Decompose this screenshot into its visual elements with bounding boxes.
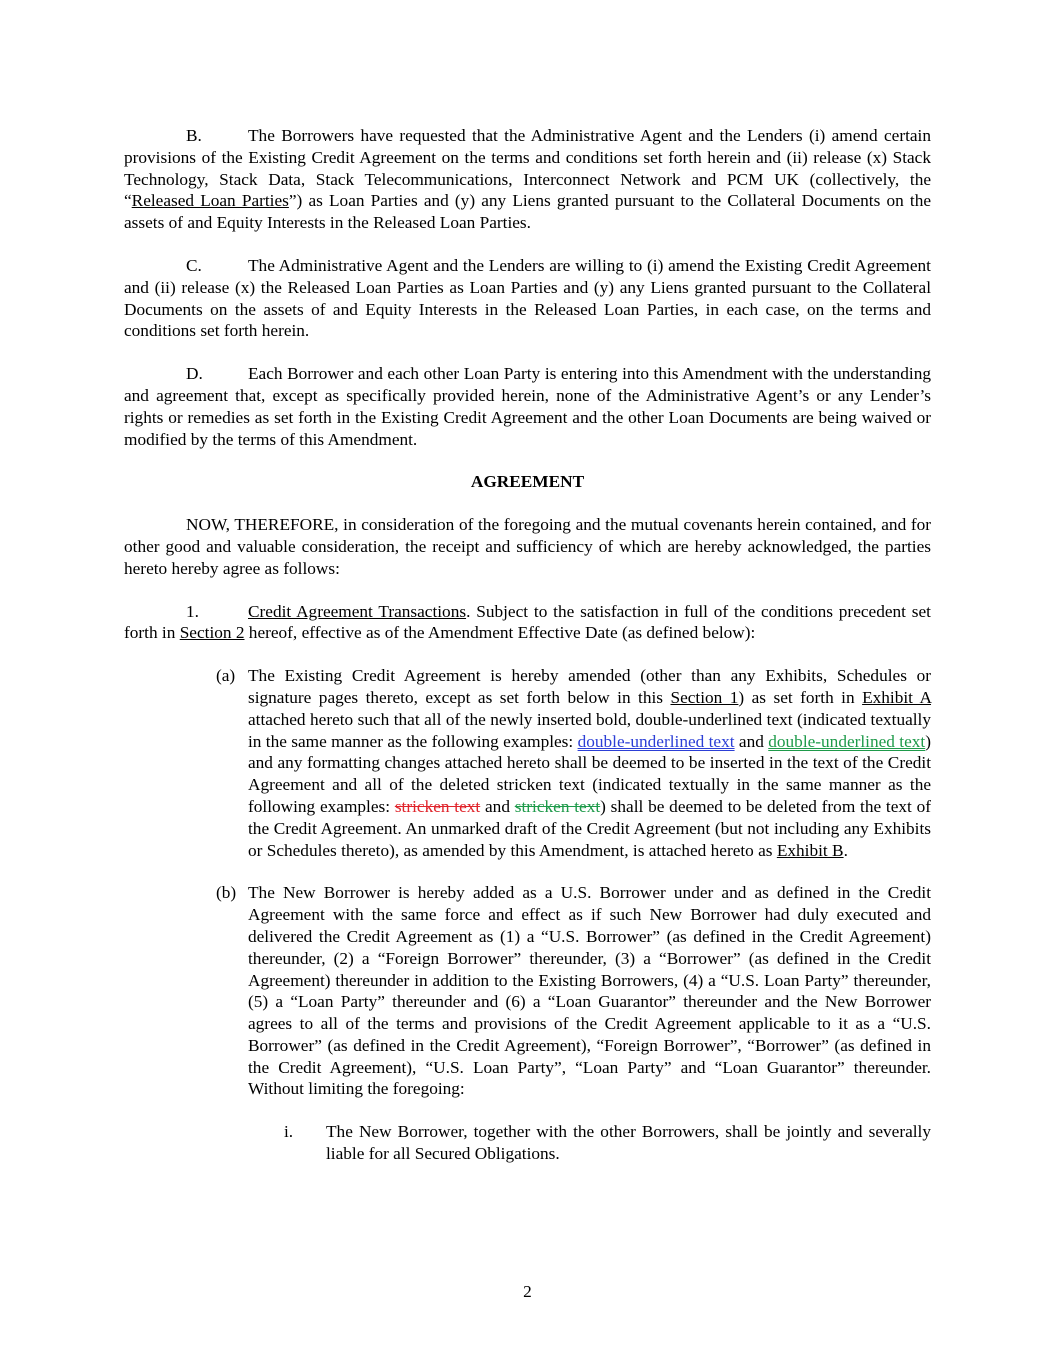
- item-a-text-2: ) as set forth in: [738, 687, 863, 707]
- recital-c-text: The Administrative Agent and the Lenders are willing to (i) amend the Existing Credit Agreement and (ii) release (x) the Released Loan Parties as Loan Parties and (y) any Liens granted pursuant to the Collateral Documents on the assets of and Equity Interests in the Released Loan Parties, in each case, on the terms and conditions set forth herein.: [124, 255, 931, 341]
- item-a-text-3: attached hereto such that all of the newly inserted bold, double-underlined text (indicated textually in the same manner as the following examples:: [248, 709, 931, 751]
- exhibit-b-reference: Exhibit B: [776, 840, 844, 860]
- section-1-number: 1.: [186, 601, 199, 621]
- example-strike-red: stricken text: [394, 796, 481, 816]
- sub-item-i-label: i.: [284, 1122, 294, 1142]
- now-therefore-paragraph: NOW, THEREFORE, in consideration of the foregoing and the mutual covenants herein contained, and for other good and valuable consideration, the receipt and sufficiency of which are hereby acknowledged, the parties hereto hereby agree as follows:: [124, 515, 931, 578]
- example-insert-blue: double-underlined text: [577, 731, 735, 751]
- recital-b-letter: B.: [186, 126, 202, 145]
- item-a-and-1: and: [734, 731, 769, 751]
- item-a-text-5: ) shall be deemed to be deleted from the text of the Credit Agreement. An unmarked draft of the Credit Agreement (but not including any Exhibits or Schedules thereto), as amended by this Amendment, is attached hereto as: [248, 796, 932, 860]
- section-2-reference: Section 2: [179, 623, 245, 643]
- released-loan-parties-term: Released Loan Parties: [131, 191, 289, 211]
- section-1-reference: Section 1: [670, 687, 739, 707]
- item-a-text-4: ) and any formatting changes attached hereto shall be deemed to be inserted in the text of the Credit Agreement and all of the deleted stricken text (indicated textually in the same manner as the following examples:: [248, 731, 931, 816]
- item-a: [124, 665, 931, 861]
- item-a-text-1: The Existing Credit Agreement is hereby amended (other than any Exhibits, Schedules or signature pages thereto, except as set forth below in this: [248, 666, 931, 707]
- recital-b-text-1: The Borrowers have requested that the Administrative Agent and the Lenders (i) amend certain provisions of the Existing Credit Agreement on the terms and conditions set forth herein and (ii) release (x) Stack Technology, Stack Data, Stack Telecommunications, Interconnect Network and PCM UK (collectively, the “: [124, 126, 931, 211]
- item-a-and-2: and: [480, 796, 515, 816]
- item-b-label: (b): [216, 883, 237, 903]
- document-body: [124, 125, 931, 1165]
- example-insert-green: double-underlined text: [768, 731, 926, 751]
- section-1-text-2: hereof, effective as of the Amendment Effective Date (as defined below):: [244, 623, 756, 643]
- item-a-label: (a): [216, 666, 236, 686]
- section-1-text-1: . Subject to the satisfaction in full of the conditions precedent set forth in: [124, 601, 931, 643]
- example-strike-green: stricken text: [514, 796, 601, 816]
- recital-b-text-2: ”) as Loan Parties and (y) any Liens granted pursuant to the Collateral Documents on the assets of and Equity Interests in the Released Loan Parties.: [124, 191, 931, 233]
- item-b: [124, 882, 931, 1100]
- recital-c-letter: C.: [186, 255, 202, 275]
- section-1-paragraph: [124, 601, 931, 645]
- recital-d-letter: D.: [186, 364, 203, 384]
- section-1-title: Credit Agreement Transactions: [248, 601, 467, 621]
- recital-d-text: Each Borrower and each other Loan Party is entering into this Amendment with the understanding and agreement that, except as specifically provided herein, none of the Administrative Agent’s or any Lender’s rights or remedies as set forth in the Existing Credit Agreement and the other Loan Documents are being waived or modified by the terms of this Amendment.: [124, 364, 931, 449]
- sub-item-i-text: The New Borrower, together with the other Borrowers, shall be jointly and severally liable for all Secured Obligations.: [326, 1122, 931, 1164]
- recital-c: [124, 255, 931, 342]
- item-a-text-6: .: [843, 840, 848, 860]
- exhibit-a-reference: Exhibit A: [862, 687, 932, 707]
- page-number: 2: [523, 1282, 532, 1301]
- sub-item-i: [124, 1121, 931, 1165]
- recital-d: [124, 363, 931, 450]
- agreement-heading: AGREEMENT: [470, 472, 585, 492]
- item-b-text: The New Borrower is hereby added as a U.S. Borrower under and as defined in the Credit Agreement with the same force and effect as if such New Borrower had duly executed and delivered the Credit Agreement as (1) a “U.S. Borrower” (as defined in the Credit Agreement) thereunder, (2) a “Foreign Borrower” thereunder, (3) a “Borrower” (as defined in the Credit Agreement) thereunder in addition to the Existing Borrowers, (4) a “U.S. Loan Party” thereunder, (5) a “Loan Party” thereunder and (6) a “Loan Guarantor” thereunder and the New Borrower agrees to all of the terms and provisions of the Credit Agreement applicable to it as a “U.S. Borrower” (as defined in the Credit Agreement), “Foreign Borrower”, “Borrower” (as defined in the Credit Agreement), “U.S. Loan Party”, “Loan Party” and “Loan Guarantor” thereunder. Without limiting the foregoing:: [248, 883, 931, 1099]
- recital-b: [124, 125, 931, 234]
